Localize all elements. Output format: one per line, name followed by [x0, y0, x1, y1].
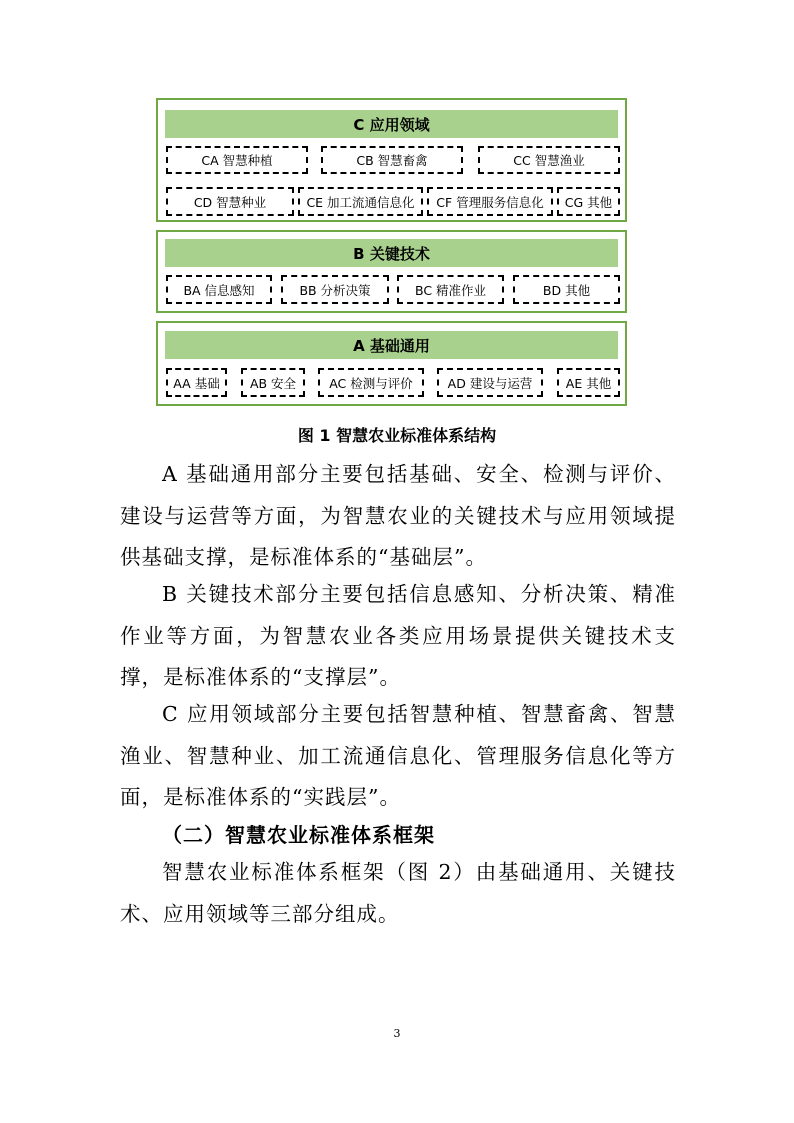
layer-b-key-technology — [156, 230, 627, 313]
box-cb: CB 智慧畜禽 — [321, 146, 463, 174]
box-bb: BB 分析决策 — [281, 275, 389, 304]
layer-c-application-domain — [156, 98, 627, 222]
box-cf: CF 管理服务信息化 — [427, 187, 553, 216]
paragraph-a: A 基础通用部分主要包括基础、安全、检测与评价、建设与运营等方面，为智慧农业的关键技术与应用领域提供基础支撑，是标准体系的“基础层”。 — [120, 462, 676, 569]
box-ad: AD 建设与运营 — [437, 368, 543, 397]
box-aa: AA 基础 — [166, 368, 227, 397]
layer-a-title: A 基础通用 — [165, 331, 618, 359]
box-ca: CA 智慧种植 — [166, 146, 308, 174]
paragraph-c: C 应用领域部分主要包括智慧种植、智慧畜禽、智慧渔业、智慧种业、加工流通信息化、管理服务信息化等方面，是标准体系的“实践层”。 — [120, 702, 676, 809]
box-bd: BD 其他 — [513, 275, 620, 304]
layer-c-title: C 应用领域 — [165, 110, 618, 138]
box-cg: CG 其他 — [557, 187, 620, 216]
layer-b-title: B 关键技术 — [165, 239, 618, 267]
box-ac: AC 检测与评价 — [318, 368, 424, 397]
paragraph-b: B 关键技术部分主要包括信息感知、分析决策、精准作业等方面，为智慧农业各类应用场景提供关键技术支撑，是标准体系的“支撑层”。 — [120, 582, 676, 689]
box-ce: CE 加工流通信息化 — [298, 187, 423, 216]
page-number: 3 — [393, 1027, 401, 1040]
box-ab: AB 安全 — [241, 368, 305, 397]
box-bc: BC 精准作业 — [397, 275, 504, 304]
figure-caption: 图 1 智慧农业标准体系结构 — [297, 426, 497, 445]
box-cc: CC 智慧渔业 — [478, 146, 620, 174]
paragraph-framework: 智慧农业标准体系框架（图 2）由基础通用、关键技术、应用领域等三部分组成。 — [120, 860, 676, 926]
box-ae: AE 其他 — [557, 368, 620, 397]
section-heading: （二）智慧农业标准体系框架 — [162, 823, 435, 847]
box-cd: CD 智慧种业 — [166, 187, 294, 216]
layer-a-foundation — [156, 321, 627, 406]
box-ba: BA 信息感知 — [166, 275, 272, 304]
